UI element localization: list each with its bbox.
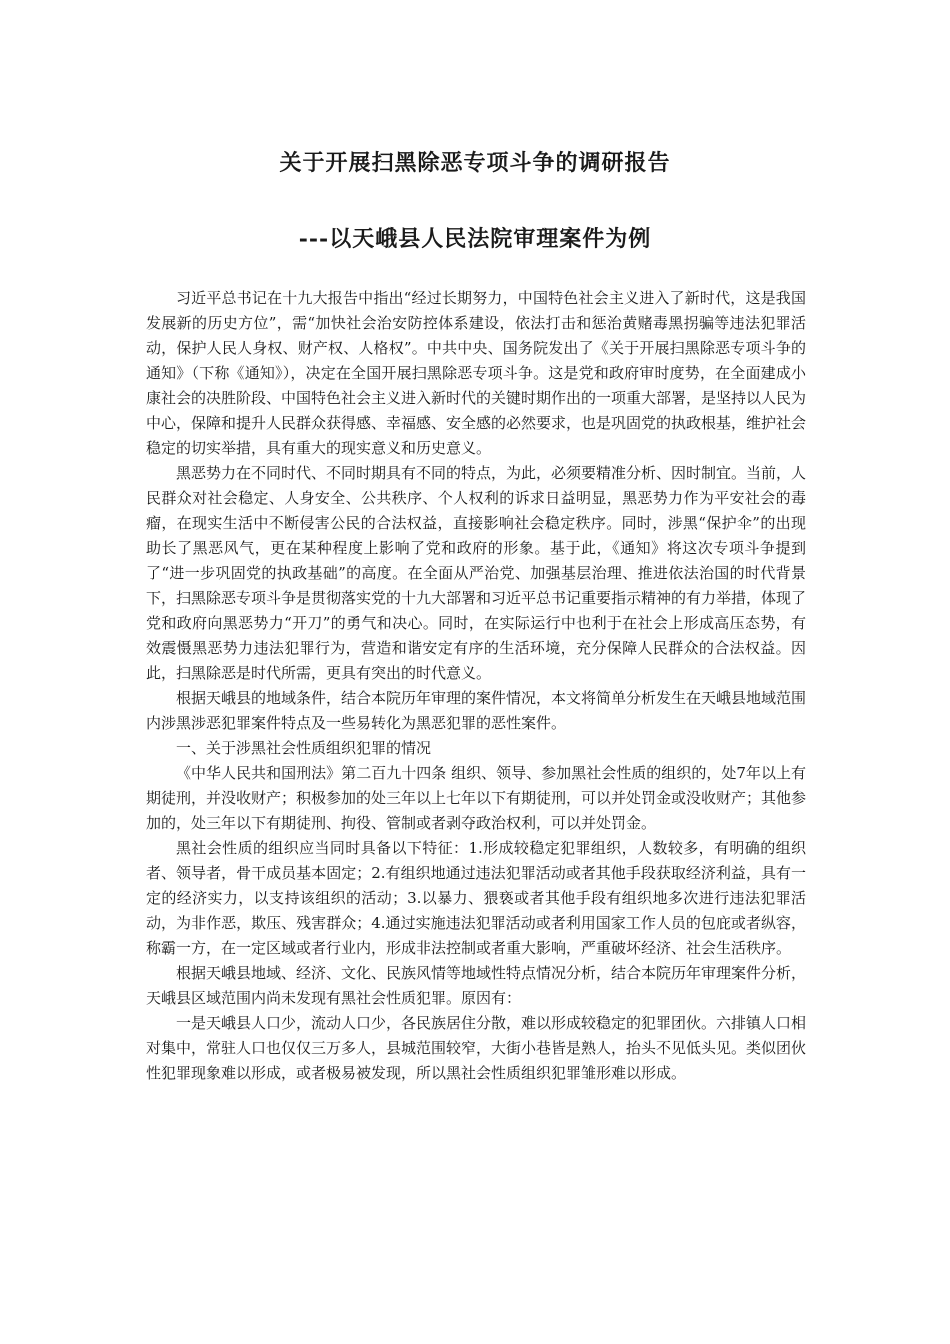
paragraph-background: 黑恶势力在不同时代、不同时期具有不同的特点，为此，必须要精准分析、因时制宜。当前，人民群众对社会稳定、人身安全、公共秩序、个人权利的诉求日益明显，黑恶势力作为平安社会的毒瘤，在现实生活中不断侵害公民的合法权益，直接影响社会稳定秩序。同时，涉黑“保护伞”的出现助长了黑恶风气，更在某种程度上影响了党和政府的形象。基于此，《通知》将这次专项斗争提到了“进一步巩固党的执政基础”的高度。在全面从严治党、加强基层治理、推进依法治国的时代背景下，扫黑除恶专项斗争是贯彻落实党的十九大部署和习近平总书记重要指示精神的有力举措，体现了党和政府向黑恶势力“开刀”的勇气和决心。同时，在实际运行中也利于在社会上形成高压态势，有效震慑黑恶势力违法犯罪行为，营造和谐安定有序的生活环境，充分保障人民群众的合法权益。因此，扫黑除恶是时代所需，更具有突出的时代意义。 — [146, 464, 807, 682]
paragraph-features: 黑社会性质的组织应当同时具备以下特征：1.形成较稳定犯罪组织，人数较多，有明确的组织者、领导者，骨干成员基本固定；2.有组织地通过违法犯罪活动或者其他手段获取经济利益，具有一定的经济实力，以支持该组织的活动；3.以暴力、猥亵或者其他手段有组织地多次进行违法犯罪活动，为非作恶，欺压、残害群众；4.通过实施违法犯罪活动或者利用国家工作人员的包庇或者纵容，称霸一方，在一定区域或者行业内，形成非法控制或者重大影响，严重破坏经济、社会生活秩序。 — [146, 839, 806, 957]
paragraph-scope: 根据天峨县的地域条件，结合本院历年审理的案件情况，本文将简单分析发生在天峨县地域范围内涉黑涉恶犯罪案件特点及一些易转化为黑恶犯罪的恶性案件。 — [146, 689, 807, 732]
document-subtitle: ---以天峨县人民法院审理案件为例 — [298, 226, 652, 252]
paragraph-criminal-law: 《中华人民共和国刑法》第二百九十四条 组织、领导、参加黑社会性质的组织的，处7年以上有期徒刑，并没收财产；积极参加的处三年以上七年以下有期徒刑，可以并处罚金或没收财产；其他参加的，处三年以下有期徒刑、拘役、管制或者剥夺政治权利，可以并处罚金。 — [146, 764, 807, 832]
document-title: 关于开展扫黑除恶专项斗争的调研报告 — [279, 150, 671, 176]
section-heading-1: 一、关于涉黑社会性质组织犯罪的情况 — [176, 739, 432, 757]
document-body — [146, 286, 806, 1086]
paragraph-reason-1: 一是天峨县人口少，流动人口少，各民族居住分散，难以形成较稳定的犯罪团伙。六排镇人口相对集中，常驻人口也仅仅三万多人，县城范围较窄，大街小巷皆是熟人，抬头不见低头见。类似团伙性犯罪现象难以形成，或者极易被发现，所以黑社会性质组织犯罪雏形难以形成。 — [146, 1014, 807, 1082]
paragraph-intro: 习近平总书记在十九大报告中指出“经过长期努力，中国特色社会主义进入了新时代，这是我国发展新的历史方位”，需“加快社会治安防控体系建设，依法打击和惩治黄赌毒黑拐骗等违法犯罪活动，保护人民人身权、财产权、人格权”。中共中央、国务院发出了《关于开展扫黑除恶专项斗争的通知》（下称《通知》），决定在全国开展扫黑除恶专项斗争。这是党和政府审时度势，在全面建成小康社会的决胜阶段、中国特色社会主义进入新时代的关键时期作出的一项重大部署，是坚持以人民为中心，保障和提升人民群众获得感、幸福感、安全感的必然要求，也是巩固党的执政根基，维护社会稳定的切实举措，具有重大的现实意义和历史意义。 — [146, 289, 807, 457]
paragraph-analysis: 根据天峨县地域、经济、文化、民族风情等地域性特点情况分析，结合本院历年审理案件分析，天峨县区域范围内尚未发现有黑社会性质犯罪。原因有： — [146, 964, 807, 1007]
